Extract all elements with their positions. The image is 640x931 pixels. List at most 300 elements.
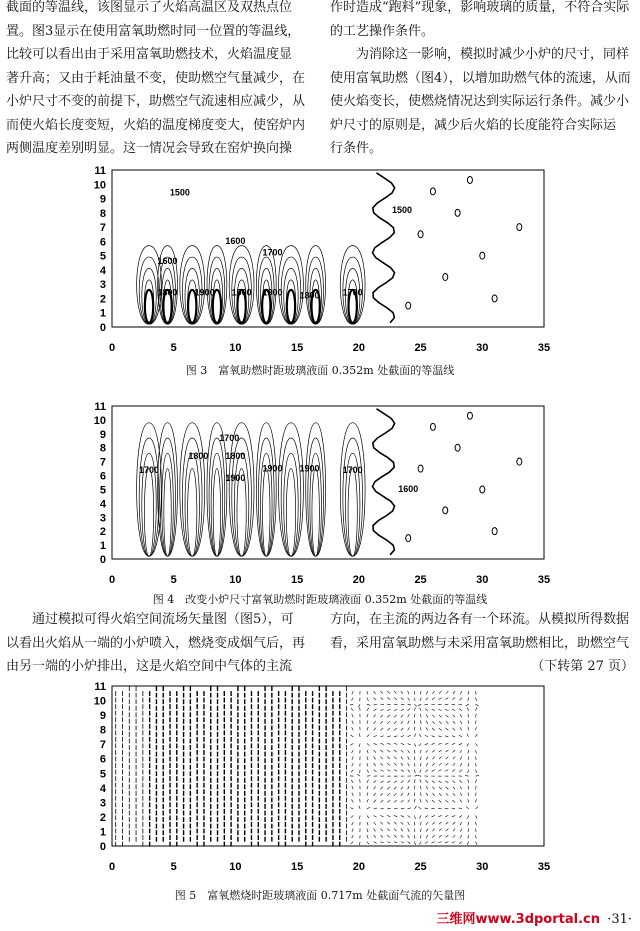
vector-arrow — [432, 842, 435, 843]
vector-arrow — [401, 787, 403, 790]
vector-arrow — [387, 800, 390, 802]
vector-arrow — [414, 714, 415, 717]
figure-3-caption: 图 3 富氧助燃时距玻璃液面 0.352m 处截面的等温线 — [185, 364, 455, 377]
y-tick-label: 8 — [99, 207, 106, 220]
vector-arrow — [432, 815, 435, 816]
vector-arrow — [394, 787, 397, 789]
vector-arrow — [458, 704, 461, 705]
vector-arrow — [426, 728, 428, 731]
vector-arrow — [460, 835, 462, 838]
hot-spot-contour — [145, 290, 153, 323]
vector-arrow — [460, 829, 462, 832]
vector-arrow — [387, 822, 390, 824]
y-tick-label: 4 — [99, 264, 106, 277]
vector-arrow — [367, 799, 368, 802]
vector-arrow — [414, 806, 416, 809]
vector-arrow — [475, 698, 476, 701]
vector-arrow — [394, 815, 397, 816]
vector-arrow — [468, 829, 469, 832]
vector-arrow — [380, 736, 383, 737]
vector-arrow — [438, 808, 441, 809]
vector-arrow — [468, 799, 469, 802]
vector-arrow — [408, 800, 410, 803]
x-tick-label: 0 — [108, 861, 116, 873]
vector-arrow — [438, 709, 441, 710]
vector-arrow — [452, 709, 455, 711]
vector-arrow — [445, 770, 448, 772]
x-tick-label: 35 — [537, 342, 551, 354]
vector-arrow — [414, 775, 417, 776]
vector-arrow — [439, 698, 442, 700]
x-tick-label: 20 — [352, 574, 365, 586]
vector-arrow — [418, 704, 421, 705]
vector-arrow — [453, 787, 455, 790]
contour-label: 1500 — [392, 204, 413, 215]
vector-arrow — [453, 721, 455, 724]
vector-arrow — [367, 708, 369, 711]
vector-arrow — [439, 721, 441, 723]
vector-arrow — [465, 775, 468, 776]
vector-arrow — [439, 835, 442, 837]
vector-arrow — [439, 728, 442, 730]
vector-arrow — [439, 757, 441, 759]
mid-left-column — [6, 608, 310, 679]
vector-arrow — [445, 815, 448, 816]
vector-arrow — [408, 808, 411, 809]
contour-line — [279, 423, 304, 557]
vector-arrow — [468, 698, 469, 701]
vector-arrow — [468, 720, 469, 723]
vector-arrow — [367, 734, 369, 737]
y-tick-label: 11 — [94, 401, 106, 413]
vector-arrow — [374, 842, 377, 844]
vector-arrow — [380, 822, 383, 824]
contour-label: 1900 — [225, 473, 246, 484]
vector-arrow — [374, 763, 376, 766]
continued-note: （下转第 27 页） — [531, 659, 634, 674]
vector-arrow — [453, 822, 455, 825]
top-right-column — [330, 0, 634, 161]
vector-arrow — [394, 842, 397, 843]
vector-arrow — [420, 698, 421, 701]
vector-arrow — [380, 793, 382, 796]
x-tick-label: 25 — [414, 861, 427, 873]
vector-arrow — [453, 715, 455, 718]
vector-arrow — [425, 709, 428, 711]
vector-arrow — [420, 750, 421, 753]
vector-arrow — [350, 743, 353, 745]
y-tick-label: 0 — [99, 841, 106, 853]
vector-arrow — [475, 750, 476, 753]
contour-blob — [443, 274, 448, 281]
vector-arrow — [351, 698, 353, 701]
contour-blob — [443, 507, 448, 514]
vector-arrow — [432, 715, 434, 718]
vector-arrow — [401, 842, 404, 844]
vector-arrow — [420, 786, 421, 789]
vector-arrow — [439, 781, 442, 783]
vector-arrow — [475, 720, 476, 723]
vector-arrow — [460, 763, 462, 766]
vector-arrow — [374, 808, 377, 809]
vector-arrow — [446, 721, 448, 724]
text-line: 而使火焰长度变短，火焰的温度梯度变大，使窑炉内 — [6, 117, 306, 133]
contour-label: 1900 — [231, 287, 252, 298]
text-line: 置。图3显示在使用富氧助燃时同一位置的等温线， — [6, 23, 301, 39]
vector-arrow — [380, 750, 383, 752]
vector-arrow — [380, 691, 382, 694]
vector-arrow — [467, 734, 469, 737]
vector-arrow — [439, 750, 442, 752]
vector-arrow — [367, 822, 368, 825]
vector-arrow — [380, 743, 383, 744]
vector-arrow — [394, 800, 397, 802]
x-tick-label: 35 — [537, 861, 551, 873]
vector-arrow — [439, 763, 442, 765]
vector-arrow — [468, 691, 469, 694]
vector-arrow — [453, 691, 455, 694]
y-tick-label: 0 — [99, 554, 106, 566]
contour-blob — [406, 535, 411, 542]
vector-arrow — [452, 781, 455, 783]
contour-line — [229, 246, 254, 325]
text-line: 使用富氧助燃（图4），以增加助燃气体的流速，从而 — [330, 70, 631, 86]
contour-line — [188, 469, 197, 557]
vector-arrow — [460, 786, 462, 789]
vector-arrow — [475, 704, 478, 706]
vector-arrow — [452, 800, 455, 802]
vector-arrow — [468, 763, 469, 766]
vector-arrow — [475, 757, 476, 760]
y-tick-label: 3 — [99, 797, 106, 810]
vector-arrow — [394, 736, 397, 737]
vector-arrow — [414, 815, 415, 818]
vector-field — [116, 686, 479, 846]
vector-arrow — [453, 750, 456, 752]
vector-arrow — [380, 800, 383, 802]
y-tick-label: 2 — [99, 293, 106, 306]
x-tick-label: 25 — [414, 574, 427, 586]
vector-arrow — [408, 780, 410, 783]
vector-arrow — [475, 743, 477, 746]
vector-arrow — [401, 691, 403, 694]
y-tick-label: 9 — [99, 710, 106, 723]
vector-arrow — [387, 793, 390, 795]
vector-arrow — [460, 691, 462, 694]
vector-arrow — [426, 757, 428, 760]
vector-arrow — [446, 691, 448, 693]
vector-arrow — [475, 734, 477, 737]
contour-label: 1600 — [157, 256, 178, 267]
contour-blob — [517, 224, 522, 231]
vector-arrow — [351, 770, 353, 773]
vector-arrow — [408, 750, 410, 753]
vector-arrow — [351, 815, 354, 817]
vector-arrow — [408, 691, 410, 694]
contour-label: 1800 — [157, 287, 178, 298]
contour-line — [348, 469, 357, 557]
y-tick-label: 10 — [93, 179, 106, 192]
vector-arrow — [401, 750, 404, 752]
vector-arrow — [439, 691, 442, 693]
y-tick-label: 5 — [99, 484, 106, 497]
vector-arrow — [439, 787, 442, 789]
vector-arrow — [394, 763, 397, 765]
x-tick-label: 0 — [108, 574, 116, 586]
vector-arrow — [387, 835, 390, 837]
vector-arrow — [414, 822, 415, 825]
vector-arrow — [367, 770, 369, 773]
contour-blob — [517, 458, 522, 465]
vector-arrow — [358, 704, 360, 707]
x-tick-label: 15 — [291, 861, 304, 873]
vector-arrow — [387, 750, 390, 752]
vector-arrow — [387, 770, 390, 772]
vector-arrow — [380, 721, 382, 724]
vector-arrow — [394, 721, 396, 724]
vector-arrow — [425, 735, 428, 737]
vector-arrow — [420, 799, 421, 802]
vector-arrow — [467, 707, 468, 710]
contour-line — [164, 469, 171, 557]
vector-arrow — [452, 698, 455, 700]
y-tick-label: 8 — [99, 442, 106, 455]
vector-arrow — [425, 815, 428, 817]
vector-arrow — [445, 698, 448, 700]
contour-blob — [418, 465, 423, 472]
vector-arrow — [387, 698, 390, 700]
vector-arrow — [475, 829, 476, 832]
vector-arrow — [452, 736, 455, 737]
vector-arrow — [446, 835, 449, 837]
vector-arrow — [425, 842, 428, 844]
vector-arrow — [438, 743, 441, 744]
vector-arrow — [374, 780, 377, 782]
vector-arrow — [439, 822, 442, 824]
x-tick-label: 0 — [108, 342, 116, 354]
vector-arrow — [360, 815, 361, 818]
vector-arrow — [432, 829, 434, 832]
vector-arrow — [401, 800, 404, 802]
vector-arrow — [408, 708, 411, 710]
contour-blob — [467, 412, 472, 419]
vector-arrow — [459, 708, 462, 710]
vector-arrow — [414, 779, 415, 782]
vector-arrow — [419, 743, 421, 745]
vector-arrow — [394, 743, 397, 744]
vector-arrow — [352, 786, 353, 789]
vector-arrow — [453, 728, 456, 730]
contour-blob — [418, 231, 423, 238]
vector-arrow — [387, 728, 390, 730]
vector-arrow — [350, 808, 353, 809]
contour-line — [372, 409, 394, 555]
vector-arrow — [387, 743, 390, 744]
vector-arrow — [475, 786, 476, 789]
text-line: 作时造成“跑料”现象，影响玻璃的质量，不符合实际 — [330, 0, 630, 15]
vector-arrow — [374, 786, 376, 789]
vector-arrow — [352, 822, 354, 825]
vector-arrow — [414, 770, 415, 773]
vector-arrow — [418, 807, 421, 809]
vector-arrow — [352, 750, 354, 753]
vector-arrow — [418, 776, 421, 777]
vector-arrow — [420, 835, 421, 838]
text-line: 使火焰变长，使燃烧情况达到实际运行条件。减少小 — [330, 94, 630, 109]
vector-arrow — [401, 736, 404, 737]
contour-line — [213, 469, 220, 557]
vector-arrow — [459, 770, 462, 772]
vector-arrow — [374, 815, 377, 817]
vector-arrow — [426, 835, 428, 838]
y-tick-label: 1 — [99, 540, 106, 553]
vector-arrow — [419, 842, 421, 845]
vector-arrow — [367, 704, 370, 705]
vector-arrow — [432, 721, 434, 724]
vector-arrow — [380, 698, 383, 700]
vector-arrow — [394, 770, 397, 772]
vector-arrow — [408, 815, 411, 817]
y-tick-label: 11 — [94, 681, 106, 693]
contour-label: 1800 — [299, 290, 320, 301]
vector-arrow — [380, 763, 382, 765]
y-tick-label: 6 — [99, 470, 106, 483]
x-tick-label: 10 — [229, 574, 242, 586]
contour-label: 1800 — [225, 450, 246, 461]
vector-arrow — [468, 792, 469, 795]
vector-arrow — [374, 770, 377, 772]
vector-arrow — [452, 770, 455, 772]
vector-arrow — [420, 714, 421, 717]
vector-arrow — [475, 835, 476, 838]
x-tick-label: 30 — [476, 574, 489, 586]
vector-arrow — [475, 770, 476, 773]
vector-arrow — [367, 714, 368, 717]
vector-arrow — [401, 709, 404, 711]
vector-arrow — [374, 793, 376, 796]
vector-arrow — [401, 721, 403, 724]
vector-arrow — [359, 806, 360, 809]
vector-arrow — [401, 763, 403, 766]
vector-arrow — [408, 829, 410, 832]
vector-arrow — [394, 808, 397, 809]
vector-arrow — [460, 800, 462, 803]
vector-arrow — [408, 842, 411, 844]
vector-arrow — [357, 774, 360, 776]
vector-arrow — [401, 815, 404, 817]
vector-arrow — [367, 691, 368, 694]
vector-arrow — [460, 698, 462, 701]
vector-arrow — [459, 842, 462, 844]
contour-label: 1600 — [398, 484, 419, 495]
vector-arrow — [359, 733, 360, 736]
y-tick-label: 11 — [94, 165, 106, 177]
contour-blob — [480, 252, 485, 259]
vector-arrow — [452, 743, 455, 744]
vector-arrow — [374, 721, 376, 724]
vector-arrow — [394, 781, 397, 783]
vector-arrow — [432, 822, 434, 824]
vector-arrow — [367, 763, 368, 766]
figure-5-caption: 图 5 富氧燃烧时距玻璃液面 0.717m 处截面气流的矢量图 — [174, 889, 466, 902]
y-tick-label: 6 — [99, 236, 106, 249]
vector-arrow — [374, 698, 376, 700]
vector-arrow — [459, 743, 462, 744]
vector-arrow — [367, 698, 369, 701]
vector-arrow — [420, 691, 421, 694]
vector-arrow — [426, 793, 428, 796]
vector-arrow — [439, 829, 441, 831]
vector-arrow — [439, 800, 442, 802]
x-tick-label: 30 — [476, 342, 489, 354]
vector-arrow — [446, 822, 449, 824]
vector-arrow — [475, 779, 476, 782]
contour-label: 1900 — [194, 287, 215, 298]
vector-arrow — [380, 709, 383, 711]
vector-arrow — [414, 707, 415, 710]
text-line: 方向，在主流的两边各有一个环流。从模拟所得数据 — [330, 612, 630, 627]
vector-arrow — [352, 721, 353, 724]
vector-arrow — [367, 842, 369, 845]
vector-arrow — [468, 714, 469, 717]
vector-arrow — [401, 835, 403, 838]
contour-label: 1600 — [225, 236, 246, 247]
vector-arrow — [420, 829, 421, 832]
vector-arrow — [475, 822, 476, 825]
vector-arrow — [475, 691, 476, 694]
contour-lines — [137, 409, 522, 556]
contour-line — [256, 423, 276, 557]
vector-arrow — [445, 808, 448, 809]
vector-arrow — [420, 780, 421, 783]
vector-arrow — [367, 727, 368, 730]
vector-arrow — [367, 780, 369, 783]
vector-arrow — [475, 763, 476, 766]
vector-arrow — [352, 763, 354, 766]
y-tick-label: 10 — [93, 414, 106, 427]
vector-arrow — [387, 842, 390, 843]
vector-arrow — [374, 728, 376, 731]
vector-arrow — [446, 787, 449, 789]
mid-right-column — [330, 608, 634, 679]
vector-arrow — [425, 770, 428, 772]
vector-arrow — [438, 736, 441, 737]
y-tick-label: 3 — [99, 512, 106, 525]
text-line: 的工艺操作条件。 — [330, 23, 435, 39]
vector-arrow — [401, 698, 404, 700]
vector-arrow — [468, 835, 469, 838]
vector-arrow — [460, 714, 462, 717]
contour-blob — [430, 188, 435, 195]
vector-arrow — [446, 750, 449, 752]
contour-line — [372, 173, 394, 323]
vector-arrow — [387, 691, 390, 693]
vector-arrow — [432, 757, 434, 760]
vector-arrow — [475, 727, 476, 730]
vector-arrow — [459, 735, 462, 737]
vector-arrow — [475, 775, 478, 776]
vector-arrow — [419, 815, 421, 818]
vector-arrow — [420, 720, 421, 723]
vector-arrow — [426, 714, 428, 717]
vector-arrow — [387, 781, 390, 783]
vector-arrow — [475, 815, 477, 818]
vector-arrow — [475, 792, 476, 795]
vector-arrow — [350, 704, 353, 705]
contour-line — [144, 469, 153, 557]
top-left-column — [6, 0, 310, 161]
vector-arrow — [432, 763, 434, 766]
